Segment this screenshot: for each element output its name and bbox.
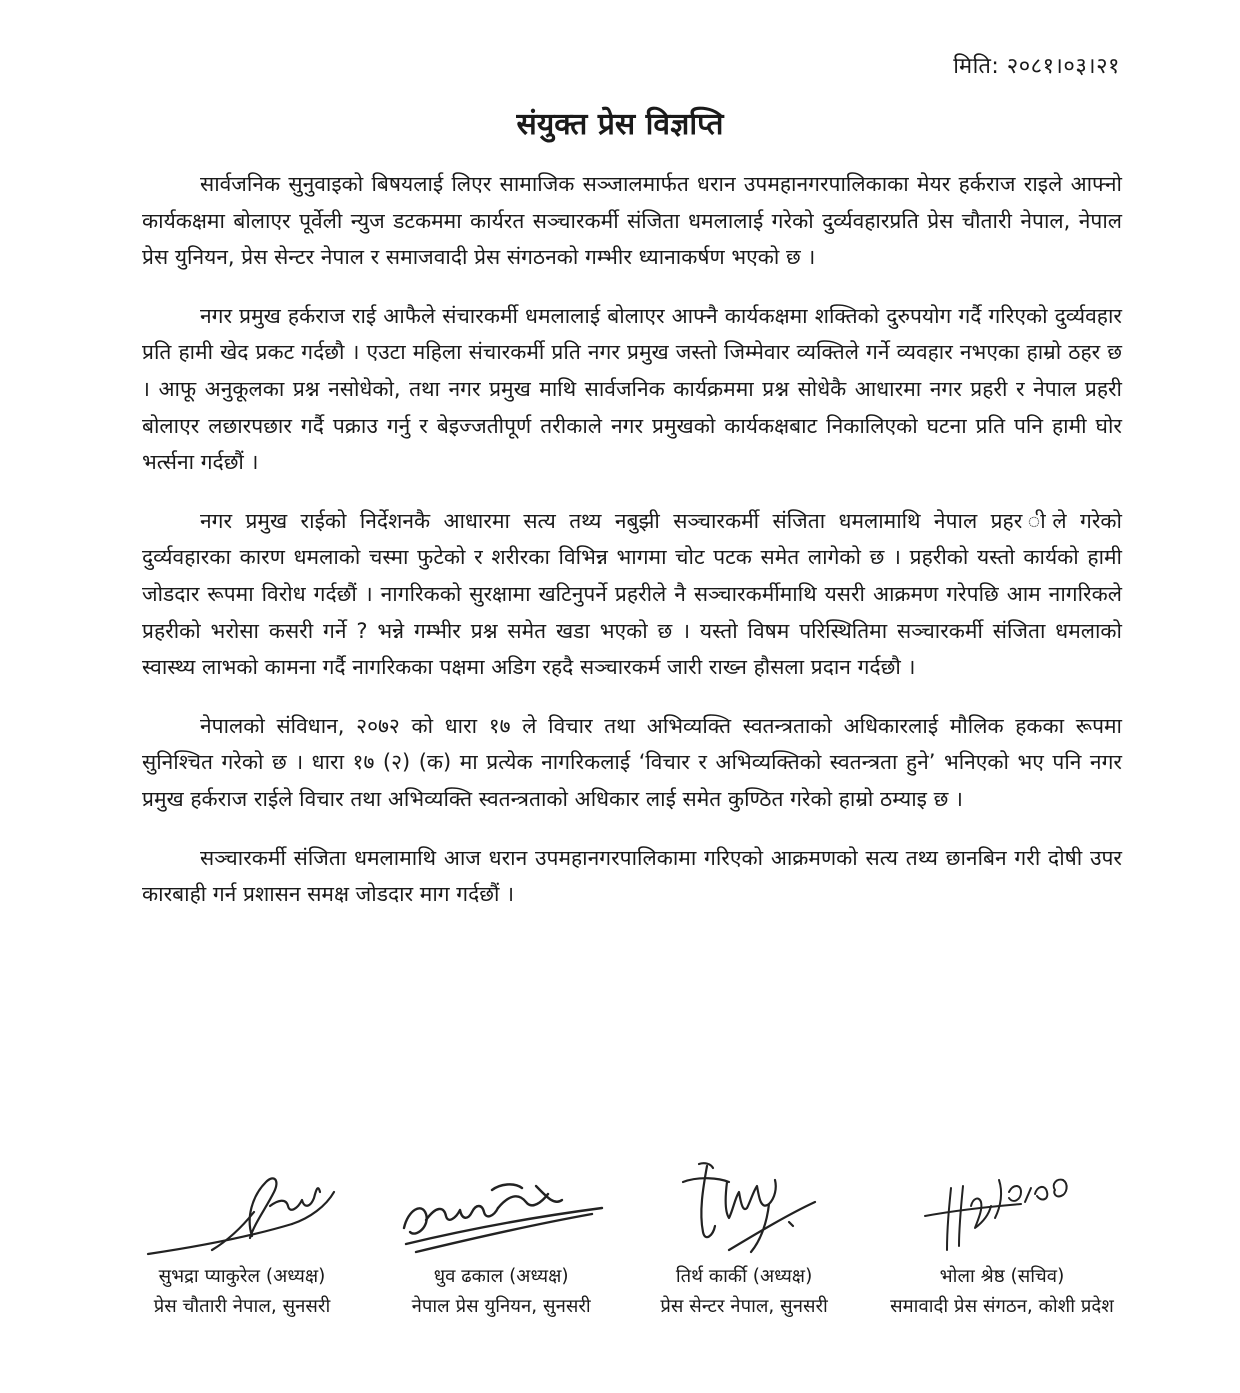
signatory-3-name: तिर्थ कार्की (अध्यक्ष) [675,1266,813,1287]
signatory-2-org: नेपाल प्रेस युनियन, सुनसरी [411,1296,591,1317]
handwritten-signature-2 [396,1150,606,1262]
signatory-3 [660,1150,828,1322]
paragraph-2: नगर प्रमुख हर्कराज राई आफैले संचारकर्मी धमलालाई बोलाएर आफ्नै कार्यकक्षमा शक्तिको दुरुपयोग गर्दै गरिएको दुर्व्यवहार प्रति हामी खेद प्रकट गर्दछौ । एउटा महिला संचारकर्मी प्रति नगर प्रमुख जस्तो जिम्मेवार व्यक्तिले गर्ने व्यवहार नभएका हाम्रो ठहर छ । आफू अनुकूलका प्रश्न नसोधेको, तथा नगर प्रमुख माथि सार्वजनिक कार्यक्रममा प्रश्न सोधेकै आधारमा नगर प्रहरी र नेपाल प्रहरी बोलाएर लछारपछार गर्दै पक्राउ गर्नु र बेइज्जतीपूर्ण तरीकाले नगर प्रमुखको कार्यकक्षबाट निकालिएको घटना प्रति पनि हामी घोर भर्त्सना गर्दछौं । [142,303,1122,475]
signatory-4 [882,1150,1122,1322]
paragraph-4: नेपालको संविधान, २०७२ को धारा १७ ले विचार तथा अभिव्यक्ति स्वतन्त्रताको अधिकारलाई मौलिक हकका रूपमा सुनिश्चित गरेको छ । धारा १७ (२) (क) मा प्रत्येक नागरिकलाई ‘विचार र अभिव्यक्तिको स्वतन्त्रता हुने’ भनिएको भए पनि नगर प्रमुख हर्कराज राईले विचार तथा अभिव्यक्ति स्वतन्त्रताको अधिकार लाई समेत कुण्ठित गरेको हाम्रो ठम्याइ छ । [142,713,1122,811]
signatory-1-name: सुभद्रा प्याकुरेल (अध्यक्ष) [158,1266,326,1287]
signatory-1-org: प्रेस चौतारी नेपाल, सुनसरी [153,1296,331,1317]
signatory-2 [396,1150,606,1322]
signatory-4-name: भोला श्रेष्ठ (सचिव) [939,1266,1065,1287]
paragraph-3: नगर प्रमुख राईको निर्देशनकै आधारमा सत्य तथ्य नबुझी सञ्चारकर्मी संजिता धमलामाथि नेपाल प्रहर ीले गरेको दुर्व्यवहारका कारण धमलाको चस्मा फुटेको र शरीरका विभिन्न भागमा चोट पटक समेत लागेको छ । प्रहरीको यस्तो कार्यको हामी जोडदार रूपमा विरोध गर्दछौं । नागरिकको सुरक्षामा खटिनुपर्ने प्रहरीले नै सञ्चारकर्मीमाथि यसरी आक्रमण गरेपछि आम नागरिकले प्रहरीको भरोसा कसरी गर्ने ? भन्ने गम्भीर प्रश्न समेत खडा भएको छ । यस्तो विषम परिस्थितिमा सञ्चारकर्मी संजिता धमलाको स्वास्थ्य लाभको कामना गर्दै नागरिकका पक्षमा अडिग रहदै सञ्चारकर्म जारी राख्न हौसला प्रदान गर्दछौ । [142,508,1122,680]
paragraph-1: सार्वजनिक सुनुवाइको बिषयलाई लिएर सामाजिक सञ्जालमार्फत धरान उपमहानगरपालिकाका मेयर हर्कराज राइले आफ्नो कार्यकक्षमा बोलाएर पूर्वेली न्युज डटकममा कार्यरत सञ्चारकर्मी संजिता धमलालाई गरेको दुर्व्यवहारप्रति प्रेस चौतारी नेपाल, नेपाल प्रेस युनियन, प्रेस सेन्टर नेपाल र समाजवादी प्रेस संगठनको गम्भीर ध्यानाकर्षण भएको छ । [142,172,1122,270]
signature-block [142,1150,1122,1322]
handwritten-signature-1 [142,1150,342,1262]
document-date: मिति: २०८१।०३।२१ [953,54,1120,79]
handwritten-signature-3 [660,1150,828,1262]
paragraph-5: सञ्चारकर्मी संजिता धमलामाथि आज धरान उपमहानगरपालिकामा गरिएको आक्रमणको सत्य तथ्य छानबिन गरी दोषी उपर कारबाही गर्न प्रशासन समक्ष जोडदार माग गर्दछौं । [142,845,1122,907]
signatory-1 [142,1150,342,1322]
document-body [142,166,1122,935]
document-title: संयुक्त प्रेस विज्ञप्ति [516,107,724,142]
signatory-2-name: धुव ढकाल (अध्यक्ष) [433,1266,569,1287]
handwritten-signature-4 [882,1150,1122,1262]
signatory-4-org: समावादी प्रेस संगठन, कोशी प्रदेश [890,1296,1114,1317]
signatory-3-org: प्रेस सेन्टर नेपाल, सुनसरी [660,1296,828,1317]
